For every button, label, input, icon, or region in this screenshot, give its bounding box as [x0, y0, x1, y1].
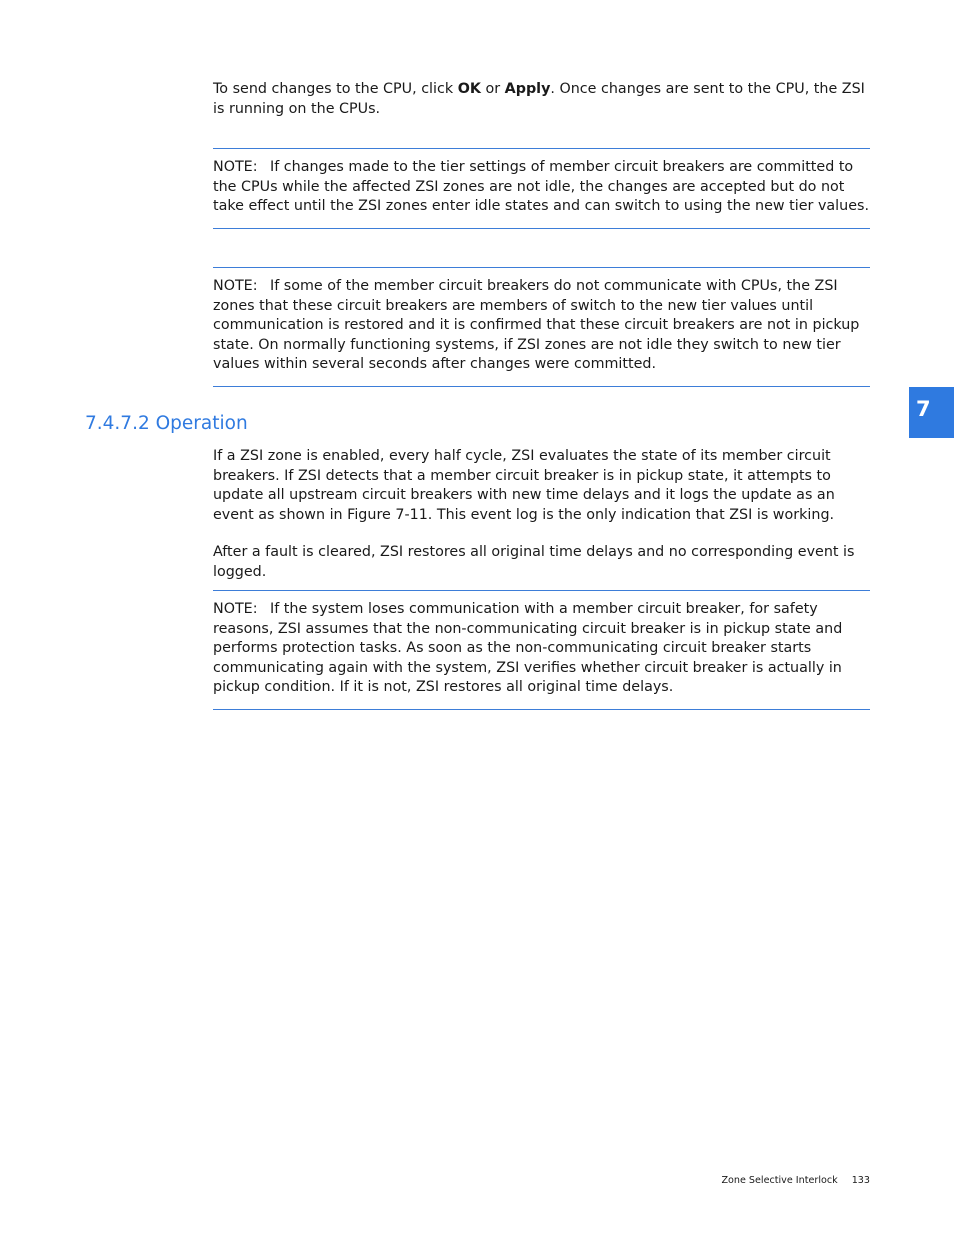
note3 [213, 600, 873, 698]
note2 [213, 277, 873, 375]
note3-bottom-rule [213, 709, 870, 710]
page-number: 133 [851, 1175, 870, 1186]
note2-label: NOTE: [213, 278, 258, 294]
note2-text: If some of the member circuit breakers do not communicate with CPUs, the ZSI zones that these circuit breakers are members of switch to the new tier values until communication is restored and it is confirmed that these circuit breakers are not in pickup state. On normally functioning systems, if ZSI zones are not idle they switch to new tier values within several seconds after changes were committed. [213, 278, 860, 373]
note2-bottom-rule [213, 386, 870, 387]
intro-paragraph [213, 80, 873, 119]
note1-text: If changes made to the tier settings of member circuit breakers are committed to the CPUs while the affected ZSI zones are not idle, the changes are accepted but do not take effect until the ZSI zones enter idle states and can switch to using the new tier values. [213, 159, 869, 215]
note1-top-rule [213, 148, 870, 149]
ok-label: OK [457, 81, 481, 97]
operation-paragraph-2: After a fault is cleared, ZSI restores all original time delays and no corresponding event is logged. [213, 544, 855, 580]
intro-text-3: . Once changes are sent to the CPU, the ZSI is running on the CPUs. [213, 81, 865, 117]
note3-label: NOTE: [213, 601, 258, 617]
operation-paragraph-1: If a ZSI zone is enabled, every half cycle, ZSI evaluates the state of its member circuit breakers. If ZSI detects that a member circuit breaker is in pickup state, it attempts to update all upstream circuit breakers with new time delays and it logs the update as an event as shown in Figure 7-11. This event log is the only indication that ZSI is working. [213, 448, 835, 523]
page-footer [700, 1174, 870, 1188]
section-heading: 7.4.7.2 Operation [85, 413, 248, 434]
note3-top-rule [213, 590, 870, 591]
note3-text: If the system loses communication with a member circuit breaker, for safety reasons, ZSI assumes that the non-communicating circuit breaker is in pickup state and performs protection tasks. As soon as the non-communicating circuit breaker starts communicating again with the system, ZSI verifies whether circuit breaker is actually in pickup condition. If it is not, ZSI restores all original time delays. [213, 601, 843, 696]
apply-label: Apply [504, 81, 551, 97]
intro-text-2: or [480, 81, 505, 97]
chapter-tab: 7 [909, 387, 954, 438]
note2-top-rule [213, 267, 870, 268]
note1-label: NOTE: [213, 159, 258, 175]
intro-text-1: To send changes to the CPU, click [213, 81, 458, 97]
footer-title: Zone Selective Interlock [721, 1175, 838, 1186]
note1-bottom-rule [213, 228, 870, 229]
note1 [213, 158, 873, 217]
